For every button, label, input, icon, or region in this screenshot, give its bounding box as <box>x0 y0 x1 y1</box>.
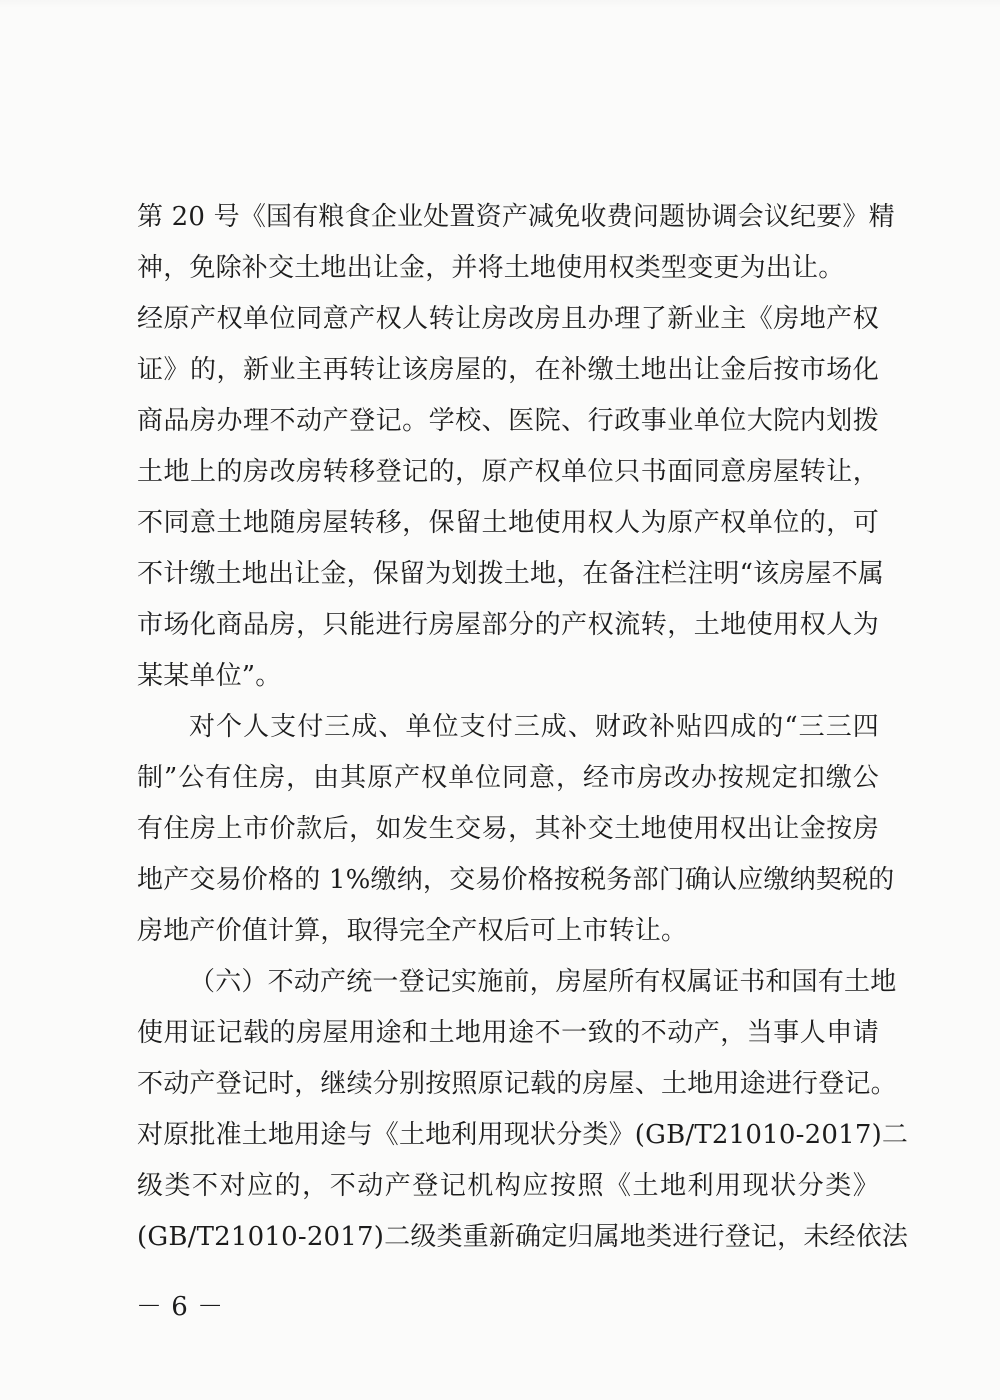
body-line-4: 证》的，新业主再转让该房屋的，在补缴土地出让金后按市场化 <box>137 355 879 385</box>
body-line-13: 有住房上市价款后，如发生交易，其补交土地使用权出让金按房 <box>137 814 879 844</box>
body-line-21: (GB/T21010-2017)二级类重新确定归属地类进行登记，未经依法 <box>137 1222 909 1252</box>
scan-edge <box>0 0 1000 8</box>
body-line-18: 不动产登记时，继续分别按照原记载的房屋、土地用途进行登记。 <box>137 1069 897 1099</box>
body-line-5: 商品房办理不动产登记。学校、医院、行政事业单位大院内划拨 <box>137 406 879 436</box>
body-line-12: 制”公有住房，由其原产权单位同意，经市房改办按规定扣缴公 <box>137 763 879 793</box>
body-line-10: 某某单位”。 <box>137 661 282 691</box>
body-line-6: 土地上的房改房转移登记的，原产权单位只书面同意房屋转让， <box>137 457 879 487</box>
body-line-15: 房地产价值计算，取得完全产权后可上市转让。 <box>137 916 688 946</box>
body-line-3: 经原产权单位同意产权人转让房改房且办理了新业主《房地产权 <box>137 304 879 334</box>
document-body <box>137 192 909 1263</box>
body-line-1: 第 20 号《国有粮食企业处置资产减免收费问题协调会议纪要》精 <box>137 202 895 232</box>
body-line-11: 对个人支付三成、单位支付三成、财政补贴四成的“三三四 <box>189 712 879 742</box>
body-line-8: 不计缴土地出让金，保留为划拨土地，在备注栏注明“该房屋不属 <box>137 559 885 589</box>
page-number: － 6 － <box>136 1292 224 1322</box>
body-line-19: 对原批准土地用途与《土地利用现状分类》(GB/T21010-2017)二 <box>137 1120 909 1150</box>
body-line-17: 使用证记载的房屋用途和土地用途不一致的不动产，当事人申请 <box>137 1018 879 1048</box>
body-line-7: 不同意土地随房屋转移，保留土地使用权人为原产权单位的，可 <box>137 508 879 538</box>
body-line-9: 市场化商品房，只能进行房屋部分的产权流转，土地使用权人为 <box>137 610 879 640</box>
body-line-14: 地产交易价格的 1%缴纳，交易价格按税务部门确认应缴纳契税的 <box>137 865 895 895</box>
body-line-20: 级类不对应的，不动产登记机构应按照《土地利用现状分类》 <box>137 1171 879 1201</box>
body-line-16: （六）不动产统一登记实施前，房屋所有权属证书和国有土地 <box>189 967 897 997</box>
body-line-2: 神，免除补交土地出让金，并将土地使用权类型变更为出让。 <box>137 253 845 283</box>
